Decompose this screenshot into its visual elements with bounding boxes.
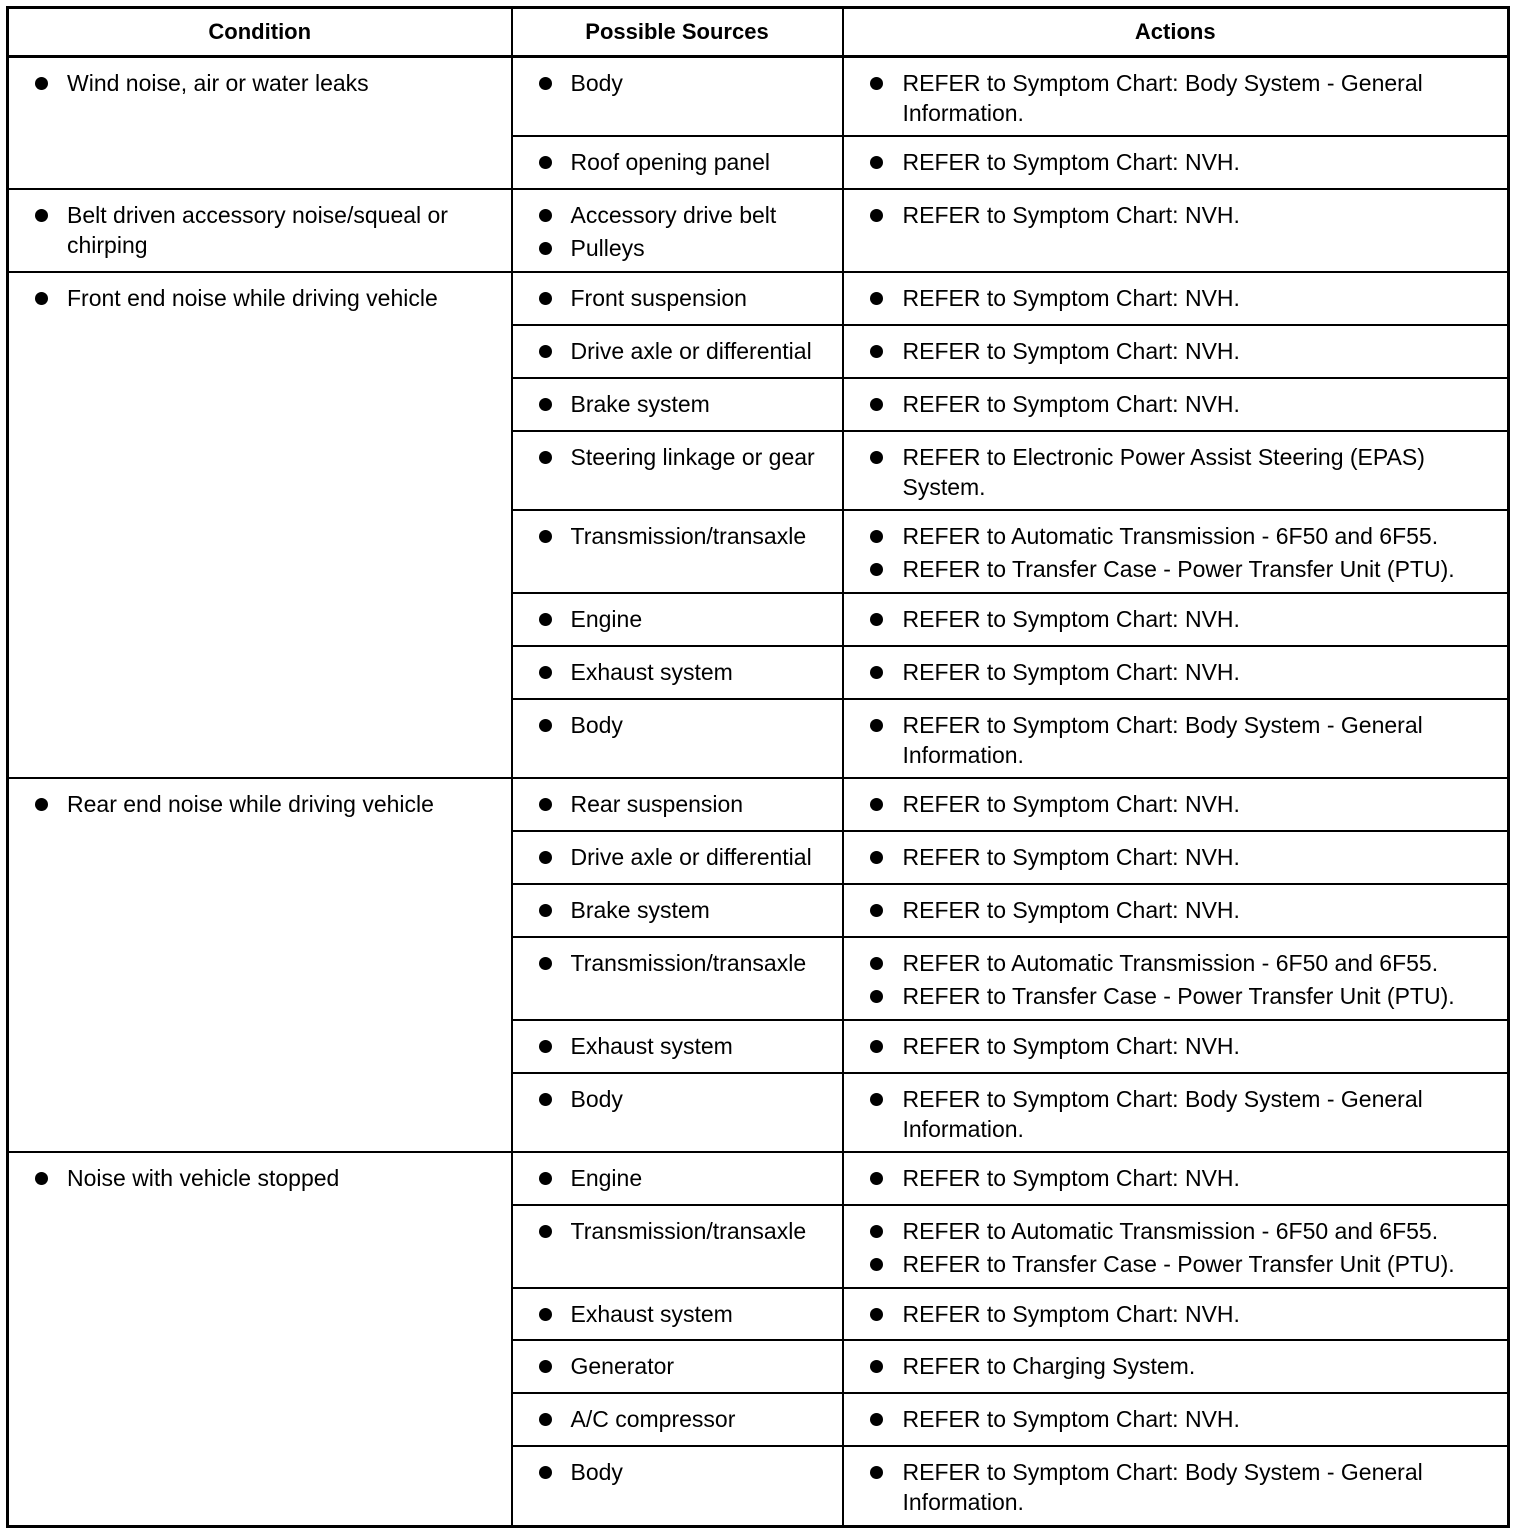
possible-sources-cell xyxy=(512,1152,843,1205)
source-item: Exhaust system xyxy=(513,657,832,687)
action-item: REFER to Symptom Chart: Body System - General Information. xyxy=(844,68,1498,128)
actions-cell xyxy=(843,1205,1509,1288)
action-item: REFER to Symptom Chart: NVH. xyxy=(844,147,1498,177)
actions-cell xyxy=(843,1020,1509,1073)
possible-sources-cell xyxy=(512,778,843,831)
action-item: REFER to Symptom Chart: NVH. xyxy=(844,389,1498,419)
possible-sources-cell xyxy=(512,593,843,646)
source-item: Brake system xyxy=(513,895,832,925)
source-item: Engine xyxy=(513,604,832,634)
source-item: Body xyxy=(513,68,832,98)
actions-cell xyxy=(843,778,1509,831)
possible-sources-cell xyxy=(512,937,843,1020)
actions-cell xyxy=(843,136,1509,189)
condition-cell xyxy=(8,272,512,778)
possible-sources-cell xyxy=(512,325,843,378)
source-item: Transmission/transaxle xyxy=(513,521,832,551)
source-item: Body xyxy=(513,710,832,740)
source-item: Front suspension xyxy=(513,283,832,313)
action-item: REFER to Automatic Transmission - 6F50 and 6F55. xyxy=(844,948,1498,978)
actions-cell xyxy=(843,1288,1509,1341)
actions-cell xyxy=(843,593,1509,646)
possible-sources-cell xyxy=(512,272,843,325)
action-item: REFER to Symptom Chart: NVH. xyxy=(844,604,1498,634)
possible-sources-cell xyxy=(512,646,843,699)
action-item: REFER to Symptom Chart: NVH. xyxy=(844,789,1498,819)
actions-cell xyxy=(843,1152,1509,1205)
symptom-table xyxy=(6,6,1510,1528)
source-item: Body xyxy=(513,1457,832,1487)
source-item: Exhaust system xyxy=(513,1299,832,1329)
header-actions: Actions xyxy=(843,8,1509,57)
action-item: REFER to Transfer Case - Power Transfer Unit (PTU). xyxy=(844,1249,1498,1279)
actions-cell xyxy=(843,1073,1509,1152)
action-item: REFER to Symptom Chart: Body System - General Information. xyxy=(844,710,1498,770)
source-item: Accessory drive belt xyxy=(513,200,832,230)
source-item: Roof opening panel xyxy=(513,147,832,177)
action-item: REFER to Symptom Chart: Body System - General Information. xyxy=(844,1457,1498,1517)
table-row xyxy=(8,1152,1509,1205)
source-item: Steering linkage or gear xyxy=(513,442,832,472)
condition-cell xyxy=(8,189,512,272)
action-item: REFER to Symptom Chart: NVH. xyxy=(844,842,1498,872)
possible-sources-cell xyxy=(512,136,843,189)
condition-text: Belt driven accessory noise/squeal or chirping xyxy=(9,200,501,260)
action-item: REFER to Symptom Chart: NVH. xyxy=(844,1299,1498,1329)
actions-cell xyxy=(843,1446,1509,1526)
condition-text: Rear end noise while driving vehicle xyxy=(9,789,501,819)
possible-sources-cell xyxy=(512,510,843,593)
actions-cell xyxy=(843,831,1509,884)
possible-sources-cell xyxy=(512,884,843,937)
source-item: Exhaust system xyxy=(513,1031,832,1061)
actions-cell xyxy=(843,510,1509,593)
table-header xyxy=(8,8,1509,57)
source-item: Drive axle or differential xyxy=(513,336,832,366)
condition-text: Front end noise while driving vehicle xyxy=(9,283,501,313)
actions-cell xyxy=(843,325,1509,378)
actions-cell xyxy=(843,57,1509,137)
action-item: REFER to Automatic Transmission - 6F50 and 6F55. xyxy=(844,1216,1498,1246)
action-item: REFER to Transfer Case - Power Transfer Unit (PTU). xyxy=(844,554,1498,584)
source-item: Transmission/transaxle xyxy=(513,1216,832,1246)
header-row xyxy=(8,8,1509,57)
actions-cell xyxy=(843,189,1509,272)
table-row xyxy=(8,778,1509,831)
possible-sources-cell xyxy=(512,699,843,778)
action-item: REFER to Symptom Chart: NVH. xyxy=(844,895,1498,925)
action-item: REFER to Charging System. xyxy=(844,1351,1498,1381)
possible-sources-cell xyxy=(512,57,843,137)
actions-cell xyxy=(843,431,1509,510)
action-item: REFER to Symptom Chart: NVH. xyxy=(844,1163,1498,1193)
header-condition: Condition xyxy=(8,8,512,57)
actions-cell xyxy=(843,646,1509,699)
possible-sources-cell xyxy=(512,1020,843,1073)
action-item: REFER to Electronic Power Assist Steering (EPAS) System. xyxy=(844,442,1498,502)
possible-sources-cell xyxy=(512,189,843,272)
action-item: REFER to Transfer Case - Power Transfer Unit (PTU). xyxy=(844,981,1498,1011)
source-item: Body xyxy=(513,1084,832,1114)
actions-cell xyxy=(843,937,1509,1020)
condition-cell xyxy=(8,778,512,1152)
action-item: REFER to Symptom Chart: NVH. xyxy=(844,200,1498,230)
condition-cell xyxy=(8,57,512,190)
source-item: Transmission/transaxle xyxy=(513,948,832,978)
table-body xyxy=(8,57,1509,1527)
table-row xyxy=(8,57,1509,137)
actions-cell xyxy=(843,699,1509,778)
action-item: REFER to Automatic Transmission - 6F50 and 6F55. xyxy=(844,521,1498,551)
source-item: A/C compressor xyxy=(513,1404,832,1434)
source-item: Pulleys xyxy=(513,233,832,263)
possible-sources-cell xyxy=(512,1340,843,1393)
possible-sources-cell xyxy=(512,1393,843,1446)
condition-cell xyxy=(8,1152,512,1527)
source-item: Rear suspension xyxy=(513,789,832,819)
condition-text: Wind noise, air or water leaks xyxy=(9,68,501,98)
source-item: Generator xyxy=(513,1351,832,1381)
possible-sources-cell xyxy=(512,1073,843,1152)
actions-cell xyxy=(843,1340,1509,1393)
actions-cell xyxy=(843,884,1509,937)
possible-sources-cell xyxy=(512,1288,843,1341)
source-item: Engine xyxy=(513,1163,832,1193)
actions-cell xyxy=(843,272,1509,325)
action-item: REFER to Symptom Chart: NVH. xyxy=(844,283,1498,313)
source-item: Brake system xyxy=(513,389,832,419)
possible-sources-cell xyxy=(512,431,843,510)
possible-sources-cell xyxy=(512,831,843,884)
actions-cell xyxy=(843,378,1509,431)
action-item: REFER to Symptom Chart: NVH. xyxy=(844,336,1498,366)
action-item: REFER to Symptom Chart: NVH. xyxy=(844,657,1498,687)
possible-sources-cell xyxy=(512,1446,843,1526)
source-item: Drive axle or differential xyxy=(513,842,832,872)
possible-sources-cell xyxy=(512,1205,843,1288)
actions-cell xyxy=(843,1393,1509,1446)
possible-sources-cell xyxy=(512,378,843,431)
action-item: REFER to Symptom Chart: NVH. xyxy=(844,1031,1498,1061)
action-item: REFER to Symptom Chart: NVH. xyxy=(844,1404,1498,1434)
condition-text: Noise with vehicle stopped xyxy=(9,1163,501,1193)
table-row xyxy=(8,189,1509,272)
action-item: REFER to Symptom Chart: Body System - General Information. xyxy=(844,1084,1498,1144)
header-possible-sources: Possible Sources xyxy=(512,8,843,57)
table-row xyxy=(8,272,1509,325)
